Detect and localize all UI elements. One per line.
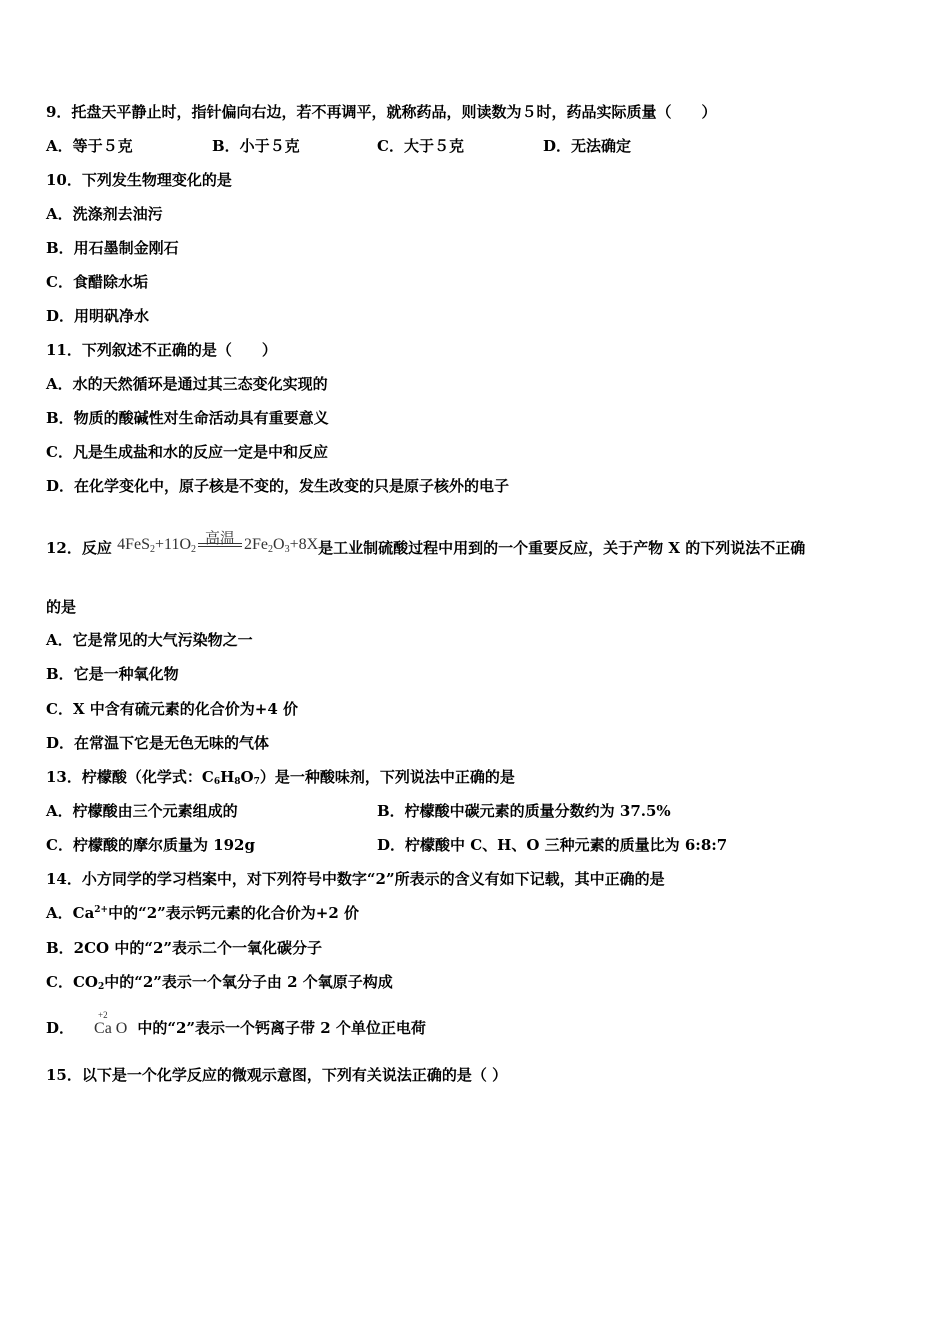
q14-option-a: A．$Ca^{2+}$中的“2”表示钙元素的化合价为+2 价 — [46, 904, 360, 922]
q12-option-d: D．在常温下它是无色无味的气体 — [46, 734, 270, 752]
q14-option-c: C．$CO_2$中的“2”表示一个氧分子由 2 个氧原子构成 — [46, 973, 393, 992]
q14-option-d: D． +2 Ca O 中的“2”表示一个钙离子带 2 个单位正电荷 — [46, 1018, 426, 1039]
q12-stem — [46, 531, 806, 560]
q9-option-c: C．大于５克 — [377, 137, 464, 155]
q10-option-b: B．用石墨制金刚石 — [46, 239, 179, 257]
valence-label: +2 — [98, 1010, 108, 1020]
q14-stem: 14．小方同学的学习档案中，对下列符号中数字“2”所表示的含义有如下记载，其中正确的是 — [46, 870, 665, 888]
q14-option-b: B．2CO 中的“2”表示二个一氧化碳分子 — [46, 939, 323, 957]
q10-option-a: A．洗涤剂去油污 — [46, 205, 163, 223]
q13-option-a: A．柠檬酸由三个元素组成的 — [46, 802, 238, 820]
q11-option-a: A．水的天然循环是通过其三态变化实现的 — [46, 375, 328, 393]
q11-option-c: C．凡是生成盐和水的反应一定是中和反应 — [46, 443, 328, 461]
q10-option-d: D．用明矾净水 — [46, 307, 150, 325]
q12-option-a: A．它是常见的大气污染物之一 — [46, 631, 253, 649]
q13-option-c: C．柠檬酸的摩尔质量为 192g — [46, 836, 255, 854]
q9-stem: 9．托盘天平静止时，指针偏向右边，若不再调平，就称药品，则读数为５时，药品实际质量（ ） — [46, 103, 717, 121]
q13-stem: 13．柠檬酸（化学式：$C_6H_8O_7$）是一种酸味剂，下列说法中正确的是 — [46, 768, 515, 787]
q15-stem: 15．以下是一个化学反应的微观示意图，下列有关说法正确的是（ ） — [46, 1066, 508, 1084]
q11-option-b: B．物质的酸碱性对生命活动具有重要意义 — [46, 409, 329, 427]
q10-stem: 10．下列发生物理变化的是 — [46, 171, 232, 189]
q9-option-b: B．小于５克 — [212, 137, 300, 155]
q12-stem-cont: 的是 — [46, 598, 77, 616]
q9-option-d: D．无法确定 — [543, 137, 632, 155]
q11-option-d: D．在化学变化中，原子核是不变的，发生改变的只是原子核外的电子 — [46, 477, 510, 495]
q10-option-c: C．食醋除水垢 — [46, 273, 148, 291]
q13-option-d: D．柠檬酸中 C、H、O 三种元素的质量比为 6:8:7 — [377, 836, 728, 854]
q12-stem-prefix: 12．反应 — [46, 539, 112, 557]
q12-option-b: B．它是一种氧化物 — [46, 665, 179, 683]
q9-option-a: A．等于５克 — [46, 137, 133, 155]
q11-stem: 11．下列叙述不正确的是（ ） — [46, 341, 277, 359]
cao-formula: +2 Ca O — [94, 1019, 127, 1039]
q13-option-b: B．柠檬酸中碳元素的质量分数约为 37.5% — [377, 802, 671, 820]
reaction-condition: 高温 — [204, 531, 235, 547]
q12-option-c: C．X 中含有硫元素的化合价为+4 价 — [46, 700, 299, 718]
q12-equation: 4FeS2+11O2 高温 2Fe2O3+8X — [117, 531, 319, 555]
q12-stem-suffix: 是工业制硫酸过程中用到的一个重要反应，关于产物 X 的下列说法不正确 — [318, 539, 806, 557]
